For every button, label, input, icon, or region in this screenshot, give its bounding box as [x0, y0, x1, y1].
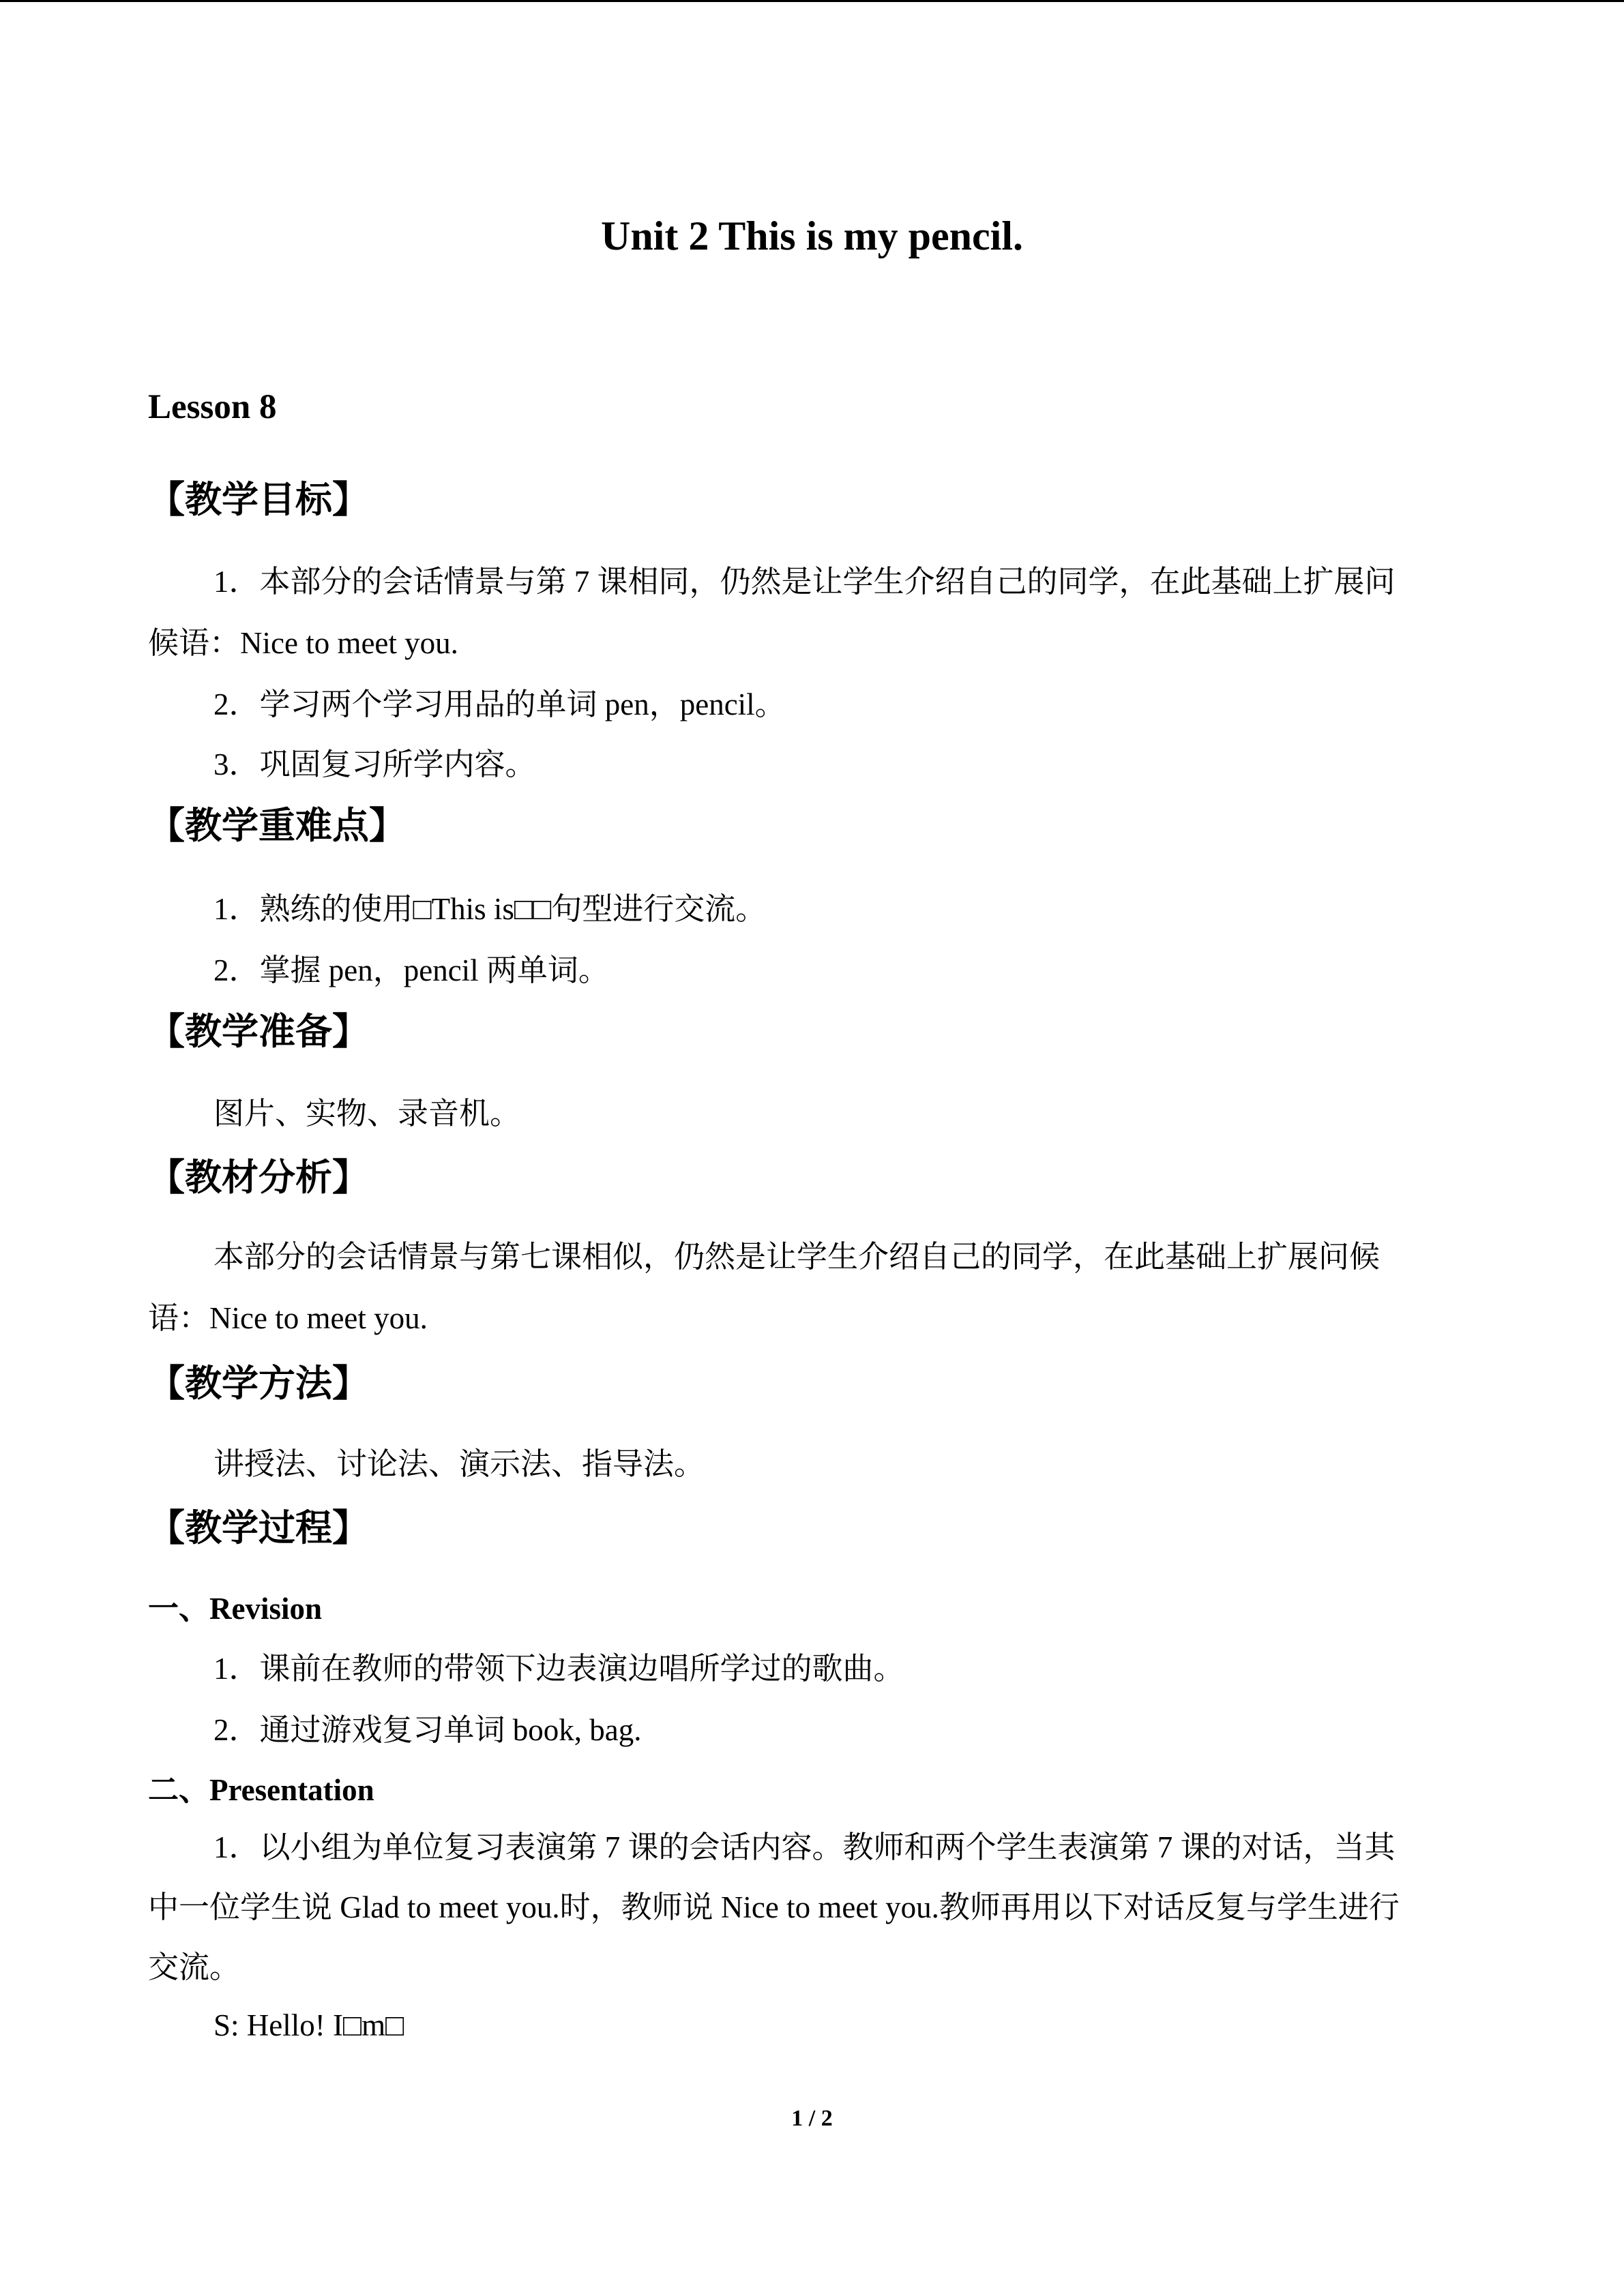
- section-heading-goals: 【教学目标】: [148, 478, 369, 521]
- document-title: Unit 2 This is my pencil.: [600, 213, 1023, 258]
- revision-item-1: 1．课前在教师的带领下边表演边唱所学过的歌曲。: [213, 1652, 904, 1686]
- analysis-line-1: 本部分的会话情景与第七课相似，仍然是让学生介绍自己的同学，在此基础上扩展问候: [213, 1240, 1381, 1274]
- presentation-item-1-line-1: 1．以小组为单位复习表演第 7 课的会话内容。教师和两个学生表演第 7 课的对话，当其: [213, 1830, 1396, 1864]
- subheading-presentation: 二、Presentation: [148, 1773, 374, 1807]
- section-heading-key-points: 【教学重难点】: [148, 804, 406, 847]
- key-points-item-2: 2．掌握 pen，pencil 两单词。: [213, 953, 609, 987]
- subheading-revision: 一、Revision: [148, 1592, 323, 1626]
- goals-item-1-line-2: 候语：Nice to meet you.: [148, 626, 458, 660]
- section-heading-preparation: 【教学准备】: [148, 1010, 369, 1053]
- goals-item-1-line-1: 1．本部分的会话情景与第 7 课相同，仍然是让学生介绍自己的同学，在此基础上扩展问: [213, 565, 1396, 599]
- section-heading-process: 【教学过程】: [148, 1506, 369, 1549]
- preparation-text: 图片、实物、录音机。: [213, 1097, 521, 1131]
- page-indicator: 1 / 2: [791, 2106, 833, 2131]
- goals-item-3: 3．巩固复习所学内容。: [213, 747, 536, 781]
- goals-item-2: 2．学习两个学习用品的单词 pen，pencil。: [213, 687, 786, 721]
- key-points-item-1: 1．熟练的使用□This is□□句型进行交流。: [213, 892, 767, 926]
- presentation-dialog-line-1: S: Hello! I□m□: [213, 2008, 404, 2042]
- analysis-line-2: 语：Nice to meet you.: [148, 1301, 428, 1335]
- section-heading-analysis: 【教材分析】: [148, 1156, 369, 1199]
- section-heading-methods: 【教学方法】: [148, 1362, 369, 1405]
- lesson-heading: Lesson 8: [148, 388, 277, 426]
- presentation-item-1-line-3: 交流。: [148, 1950, 241, 1984]
- methods-text: 讲授法、讨论法、演示法、指导法。: [213, 1447, 705, 1481]
- presentation-item-1-line-2: 中一位学生说 Glad to meet you.时，教师说 Nice to meet you.教师再用以下对话反复与学生进行: [148, 1890, 1400, 1924]
- revision-item-2: 2．通过游戏复习单词 book, bag.: [213, 1713, 642, 1747]
